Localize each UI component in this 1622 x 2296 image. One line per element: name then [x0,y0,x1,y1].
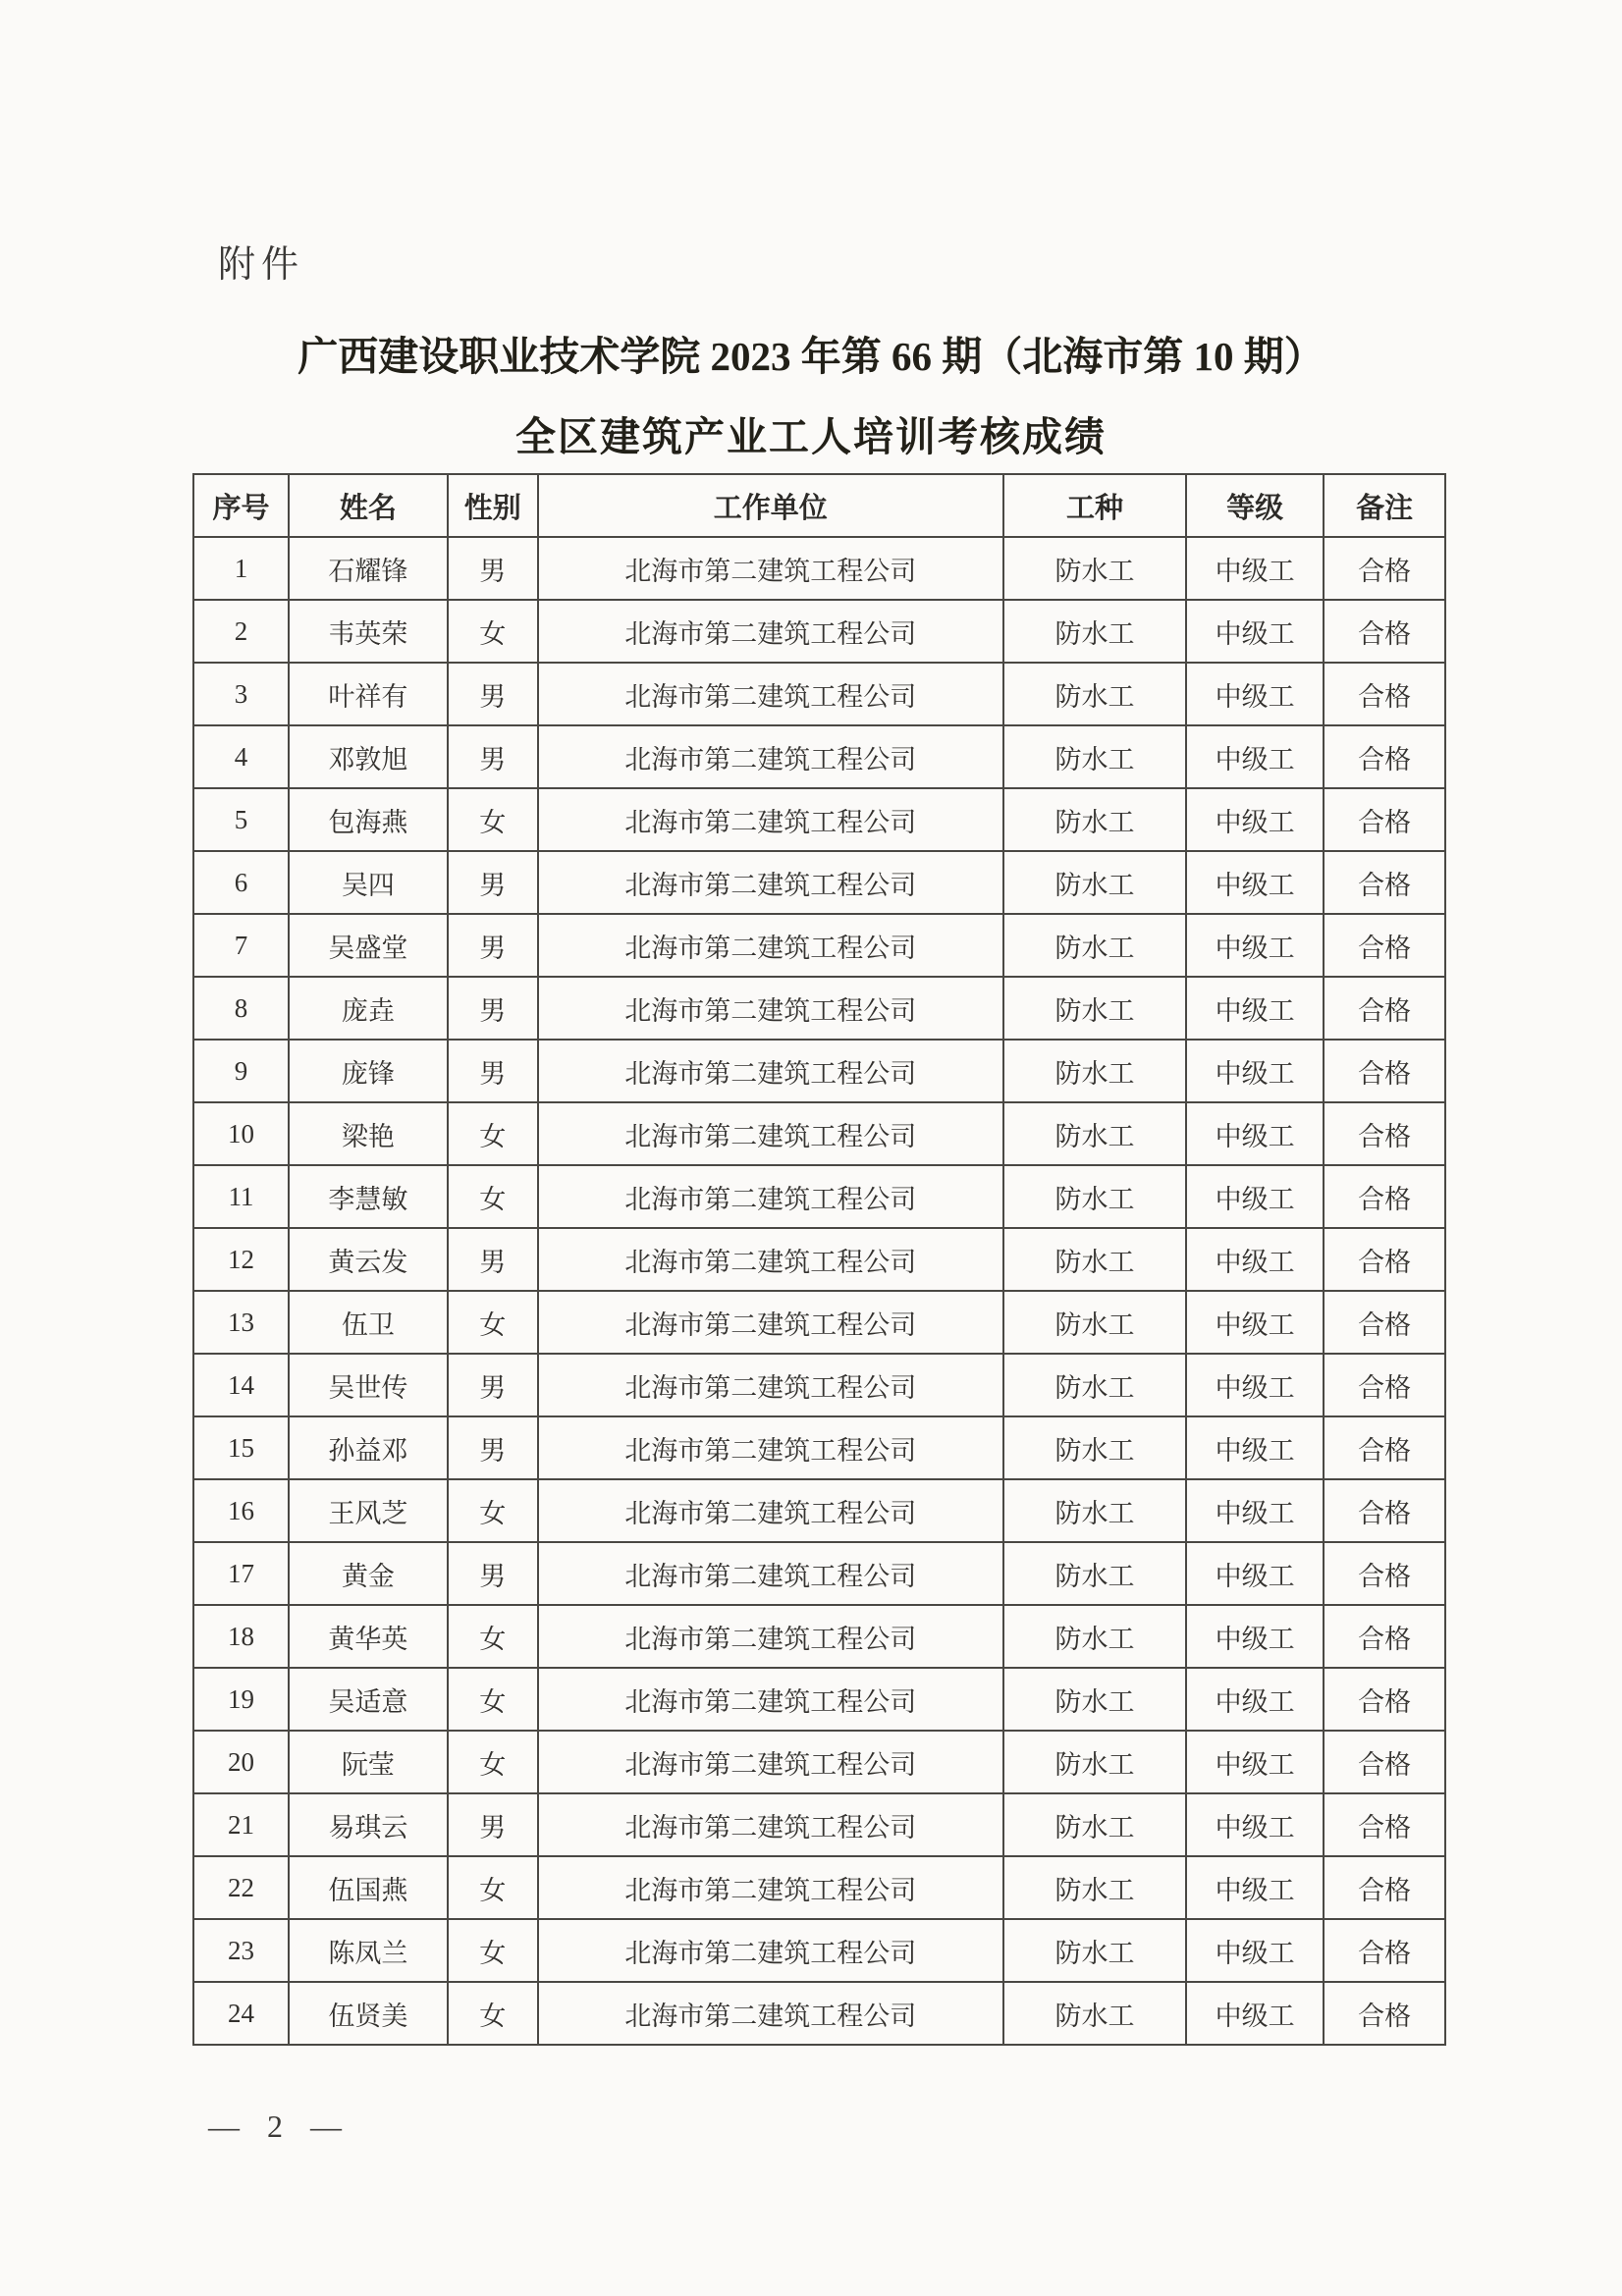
cell-name: 梁艳 [289,1102,448,1165]
cell-remark: 合格 [1324,663,1445,725]
cell-name: 阮莹 [289,1731,448,1793]
cell-job-type: 防水工 [1003,788,1186,851]
table-row [193,1856,1445,1919]
cell-job-type: 防水工 [1003,1793,1186,1856]
cell-remark: 合格 [1324,1291,1445,1354]
cell-work-unit: 北海市第二建筑工程公司 [538,725,1003,788]
cell-job-type: 防水工 [1003,1731,1186,1793]
cell-work-unit: 北海市第二建筑工程公司 [538,1416,1003,1479]
cell-work-unit: 北海市第二建筑工程公司 [538,537,1003,600]
table-row [193,914,1445,977]
cell-level: 中级工 [1186,1731,1324,1793]
cell-work-unit: 北海市第二建筑工程公司 [538,1856,1003,1919]
cell-remark: 合格 [1324,851,1445,914]
cell-no: 9 [193,1040,289,1102]
table-row [193,1542,1445,1605]
cell-job-type: 防水工 [1003,977,1186,1040]
cell-work-unit: 北海市第二建筑工程公司 [538,1165,1003,1228]
table-row [193,1982,1445,2045]
cell-level: 中级工 [1186,1919,1324,1982]
cell-job-type: 防水工 [1003,1605,1186,1668]
cell-no: 19 [193,1668,289,1731]
cell-job-type: 防水工 [1003,663,1186,725]
cell-no: 20 [193,1731,289,1793]
document-title-line2: 全区建筑产业工人培训考核成绩 [515,414,1107,459]
cell-gender: 男 [448,1416,538,1479]
table-row [193,788,1445,851]
table-row [193,1793,1445,1856]
cell-gender: 女 [448,600,538,663]
cell-remark: 合格 [1324,1668,1445,1731]
cell-work-unit: 北海市第二建筑工程公司 [538,1982,1003,2045]
cell-job-type: 防水工 [1003,1479,1186,1542]
cell-gender: 女 [448,1856,538,1919]
cell-no: 15 [193,1416,289,1479]
table-row [193,1479,1445,1542]
header-no: 序号 [193,474,289,537]
cell-level: 中级工 [1186,663,1324,725]
cell-no: 21 [193,1793,289,1856]
cell-level: 中级工 [1186,1416,1324,1479]
cell-remark: 合格 [1324,1982,1445,2045]
cell-no: 13 [193,1291,289,1354]
cell-name: 包海燕 [289,788,448,851]
page-number: — 2 — [208,2109,351,2144]
cell-level: 中级工 [1186,1982,1324,2045]
cell-no: 1 [193,537,289,600]
table-row [193,1040,1445,1102]
cell-remark: 合格 [1324,1542,1445,1605]
cell-gender: 男 [448,663,538,725]
cell-work-unit: 北海市第二建筑工程公司 [538,914,1003,977]
cell-name: 吴盛堂 [289,914,448,977]
cell-work-unit: 北海市第二建筑工程公司 [538,663,1003,725]
cell-no: 24 [193,1982,289,2045]
cell-work-unit: 北海市第二建筑工程公司 [538,1479,1003,1542]
cell-level: 中级工 [1186,977,1324,1040]
header-name: 姓名 [289,474,448,537]
cell-remark: 合格 [1324,1102,1445,1165]
cell-gender: 女 [448,1605,538,1668]
cell-gender: 女 [448,1919,538,1982]
cell-job-type: 防水工 [1003,1228,1186,1291]
table-row [193,1416,1445,1479]
cell-job-type: 防水工 [1003,1416,1186,1479]
cell-job-type: 防水工 [1003,1165,1186,1228]
cell-level: 中级工 [1186,1228,1324,1291]
cell-gender: 女 [448,1731,538,1793]
cell-remark: 合格 [1324,914,1445,977]
header-job-type: 工种 [1003,474,1186,537]
table-row [193,537,1445,600]
cell-remark: 合格 [1324,1856,1445,1919]
cell-remark: 合格 [1324,977,1445,1040]
cell-gender: 男 [448,1542,538,1605]
cell-job-type: 防水工 [1003,1354,1186,1416]
results-table [192,473,1446,2046]
table-row [193,600,1445,663]
cell-gender: 男 [448,1228,538,1291]
cell-job-type: 防水工 [1003,1919,1186,1982]
cell-job-type: 防水工 [1003,1102,1186,1165]
table-row [193,1102,1445,1165]
table-header [193,474,1445,537]
cell-work-unit: 北海市第二建筑工程公司 [538,1668,1003,1731]
cell-level: 中级工 [1186,1668,1324,1731]
cell-work-unit: 北海市第二建筑工程公司 [538,1731,1003,1793]
cell-level: 中级工 [1186,914,1324,977]
table-row [193,1919,1445,1982]
cell-name: 庞垚 [289,977,448,1040]
cell-gender: 男 [448,537,538,600]
cell-name: 陈凤兰 [289,1919,448,1982]
cell-name: 黄金 [289,1542,448,1605]
table-header-row [193,474,1445,537]
cell-remark: 合格 [1324,1165,1445,1228]
document-title-line1: 广西建设职业技术学院 2023 年第 66 期（北海市第 10 期） [297,334,1325,379]
cell-remark: 合格 [1324,1731,1445,1793]
cell-no: 4 [193,725,289,788]
cell-job-type: 防水工 [1003,851,1186,914]
cell-no: 22 [193,1856,289,1919]
cell-level: 中级工 [1186,1354,1324,1416]
table-row [193,1165,1445,1228]
cell-name: 黄云发 [289,1228,448,1291]
cell-gender: 男 [448,1354,538,1416]
cell-name: 王风芝 [289,1479,448,1542]
cell-level: 中级工 [1186,1542,1324,1605]
table-row [193,1605,1445,1668]
table-row [193,1668,1445,1731]
cell-remark: 合格 [1324,537,1445,600]
cell-work-unit: 北海市第二建筑工程公司 [538,1228,1003,1291]
cell-remark: 合格 [1324,1040,1445,1102]
cell-no: 16 [193,1479,289,1542]
cell-name: 易琪云 [289,1793,448,1856]
table-body [193,537,1445,2045]
cell-gender: 女 [448,1102,538,1165]
cell-remark: 合格 [1324,1228,1445,1291]
table-row [193,1291,1445,1354]
cell-job-type: 防水工 [1003,725,1186,788]
cell-name: 韦英荣 [289,600,448,663]
cell-name: 伍卫 [289,1291,448,1354]
cell-gender: 女 [448,1668,538,1731]
cell-level: 中级工 [1186,1479,1324,1542]
cell-name: 叶祥有 [289,663,448,725]
cell-gender: 男 [448,1040,538,1102]
cell-name: 吴适意 [289,1668,448,1731]
cell-level: 中级工 [1186,600,1324,663]
cell-gender: 女 [448,1165,538,1228]
cell-job-type: 防水工 [1003,914,1186,977]
cell-level: 中级工 [1186,1793,1324,1856]
cell-job-type: 防水工 [1003,1982,1186,2045]
cell-work-unit: 北海市第二建筑工程公司 [538,1291,1003,1354]
cell-name: 孙益邓 [289,1416,448,1479]
cell-name: 邓敦旭 [289,725,448,788]
cell-remark: 合格 [1324,1919,1445,1982]
cell-remark: 合格 [1324,1605,1445,1668]
cell-name: 李慧敏 [289,1165,448,1228]
cell-no: 10 [193,1102,289,1165]
cell-remark: 合格 [1324,600,1445,663]
header-gender: 性别 [448,474,538,537]
cell-work-unit: 北海市第二建筑工程公司 [538,788,1003,851]
cell-job-type: 防水工 [1003,600,1186,663]
cell-remark: 合格 [1324,788,1445,851]
cell-no: 6 [193,851,289,914]
cell-name: 吴世传 [289,1354,448,1416]
cell-gender: 女 [448,788,538,851]
cell-level: 中级工 [1186,1856,1324,1919]
cell-job-type: 防水工 [1003,537,1186,600]
cell-job-type: 防水工 [1003,1856,1186,1919]
cell-no: 23 [193,1919,289,1982]
cell-job-type: 防水工 [1003,1668,1186,1731]
cell-level: 中级工 [1186,1605,1324,1668]
cell-gender: 女 [448,1982,538,2045]
cell-level: 中级工 [1186,788,1324,851]
cell-no: 18 [193,1605,289,1668]
cell-level: 中级工 [1186,1040,1324,1102]
cell-work-unit: 北海市第二建筑工程公司 [538,1102,1003,1165]
cell-work-unit: 北海市第二建筑工程公司 [538,1793,1003,1856]
cell-name: 庞锋 [289,1040,448,1102]
cell-job-type: 防水工 [1003,1542,1186,1605]
cell-work-unit: 北海市第二建筑工程公司 [538,977,1003,1040]
cell-no: 17 [193,1542,289,1605]
cell-remark: 合格 [1324,1416,1445,1479]
table-row [193,851,1445,914]
cell-level: 中级工 [1186,725,1324,788]
header-level: 等级 [1186,474,1324,537]
cell-name: 吴四 [289,851,448,914]
cell-no: 8 [193,977,289,1040]
cell-gender: 男 [448,977,538,1040]
cell-work-unit: 北海市第二建筑工程公司 [538,1040,1003,1102]
cell-no: 5 [193,788,289,851]
cell-job-type: 防水工 [1003,1291,1186,1354]
cell-level: 中级工 [1186,1291,1324,1354]
cell-gender: 女 [448,1291,538,1354]
cell-remark: 合格 [1324,1354,1445,1416]
cell-remark: 合格 [1324,1479,1445,1542]
table-row [193,1731,1445,1793]
table-row [193,977,1445,1040]
cell-name: 黄华英 [289,1605,448,1668]
table-row [193,1354,1445,1416]
cell-gender: 男 [448,851,538,914]
cell-gender: 男 [448,1793,538,1856]
cell-work-unit: 北海市第二建筑工程公司 [538,600,1003,663]
cell-gender: 女 [448,1479,538,1542]
cell-no: 7 [193,914,289,977]
cell-gender: 男 [448,914,538,977]
table-row [193,663,1445,725]
cell-remark: 合格 [1324,1793,1445,1856]
table-row [193,1228,1445,1291]
cell-level: 中级工 [1186,1165,1324,1228]
cell-gender: 男 [448,725,538,788]
cell-remark: 合格 [1324,725,1445,788]
table-row [193,725,1445,788]
cell-name: 伍国燕 [289,1856,448,1919]
cell-work-unit: 北海市第二建筑工程公司 [538,1354,1003,1416]
attachment-label: 附件 [218,244,305,286]
header-work-unit: 工作单位 [538,474,1003,537]
cell-job-type: 防水工 [1003,1040,1186,1102]
cell-work-unit: 北海市第二建筑工程公司 [538,1605,1003,1668]
header-remark: 备注 [1324,474,1445,537]
cell-work-unit: 北海市第二建筑工程公司 [538,851,1003,914]
cell-level: 中级工 [1186,1102,1324,1165]
cell-no: 12 [193,1228,289,1291]
cell-level: 中级工 [1186,537,1324,600]
cell-name: 石耀锋 [289,537,448,600]
cell-work-unit: 北海市第二建筑工程公司 [538,1919,1003,1982]
cell-work-unit: 北海市第二建筑工程公司 [538,1542,1003,1605]
cell-name: 伍贤美 [289,1982,448,2045]
cell-no: 3 [193,663,289,725]
cell-no: 14 [193,1354,289,1416]
cell-no: 11 [193,1165,289,1228]
cell-no: 2 [193,600,289,663]
cell-level: 中级工 [1186,851,1324,914]
